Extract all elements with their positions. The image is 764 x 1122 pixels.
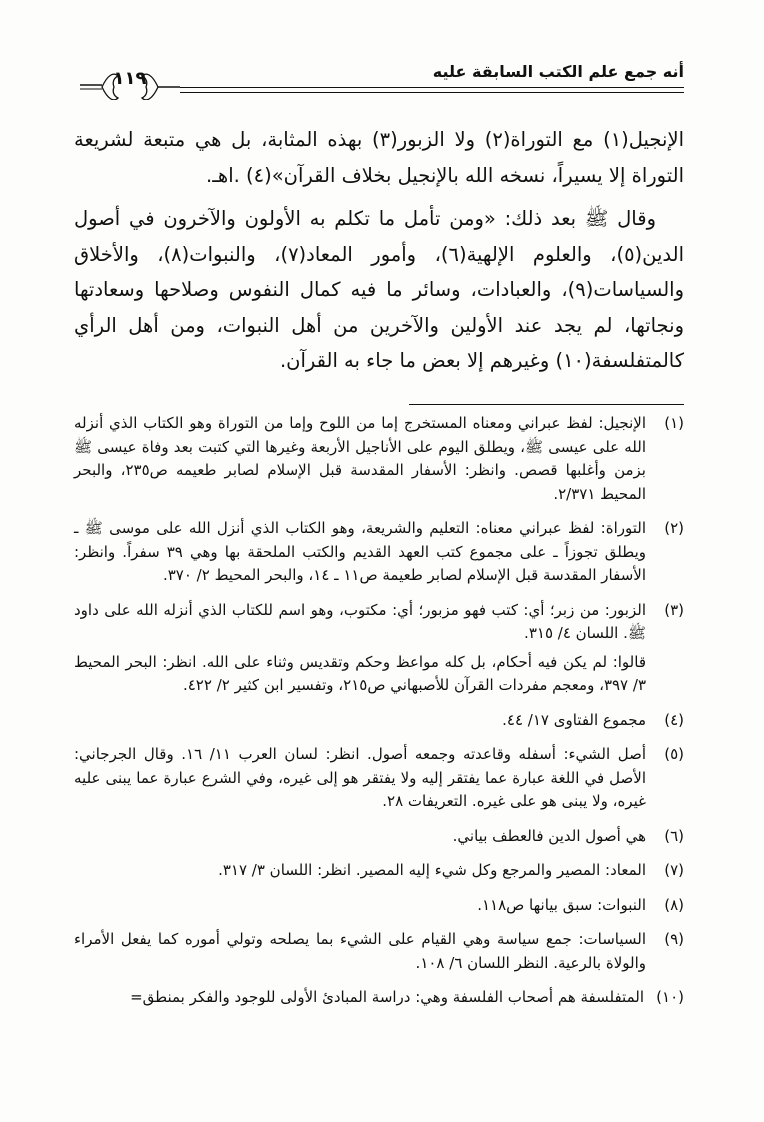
footnote	[74, 859, 684, 888]
footnote-number: (١)	[664, 414, 684, 432]
body-paragraph: وقال ﷺ بعد ذلك: «ومن تأمل ما تكلم به الأولون والآخرون في أصول الدين(٥)، والعلوم الإلهية(٦)، وأمور المعاد(٧)، والنبوات(٨)، والأخلاق والسياسات(٩)، والعبادات، وسائر ما فيه كمال النفوس وصلاحها وسعادتها ونجاتها، لم يجد عند الأولين والآخرين من أهل النبوات، ومن أهل الرأي كالمتفلسفة(١٠) وغيرهم إلا بعض ما جاء به القرآن.	[74, 207, 685, 372]
footnote-separator	[409, 404, 684, 405]
footnotes	[74, 412, 684, 1021]
header-rule	[180, 87, 684, 93]
footnote-number: (٦)	[664, 826, 684, 845]
footnote-number: (٩)	[664, 930, 684, 948]
footnote-text: التوراة: لفظ عبراني معناه: التعليم والشريعة، وهو الكتاب الذي أنزل الله على موسى ﷺ ـ ويطلق تجوزاً ـ على مجموع كتب العهد القديم والكتب الملحقة بها وهي ٣٩ سفراً. وانظر: الأسفار المقدسة قبل الإسلام لصابر طعيمة ص١١ ـ ١٤، والبحر المحيط ٢/ ٣٧٠.	[74, 519, 646, 584]
footnote-text: أصل الشيء: أسفله وقاعدته وجمعه أصول. انظر: لسان العرب ١١/ ١٦. وقال الجرجاني: الأصل في اللغة عبارة عما يفتقر إليه ولا يفتقر هو إلى غيره، وفي الشرع عبارة عما يبنى عليه غيره، ولا يبنى هو على غيره. التعريفات ٢٨.	[74, 745, 646, 810]
footnote-text: المتفلسفة هم أصحاب الفلسفة وهي: دراسة المبادئ الأولى للوجود والفكر بمنطق=	[130, 988, 644, 1006]
footnote-number: (٤)	[664, 710, 684, 729]
footnote	[74, 517, 684, 593]
footnote-number: (٥)	[664, 745, 684, 763]
footnote-text: قالوا: لم يكن فيه أحكام، بل كله مواعظ وحكم وتقديس وثناء على الله. انظر: البحر المحيط ٣/ ٣٩٧، ومعجم مفردات القرآن للأصبهاني ص٢١٥، وتفسير ابن كثير ٢/ ٤٢٢.	[74, 652, 646, 694]
footnote-number: (١٠)	[656, 988, 684, 1006]
body-paragraph: الإنجيل(١) مع التوراة(٢) ولا الزبور(٣) بهذه المثابة، بل هي متبعة لشريعة التوراة إلا يسيراً، نسخه الله بالإنجيل بخلاف القرآن»(٤) .اهـ.	[74, 128, 684, 187]
footnote	[74, 894, 684, 923]
footnote-number: (٧)	[664, 861, 684, 879]
main-text	[74, 122, 684, 387]
footnote-number: (٢)	[664, 519, 684, 537]
running-title: أنه جمع علم الكتب السابقة عليه	[432, 62, 684, 81]
footnote	[74, 599, 684, 703]
footnote-text: مجموع الفتاوى ١٧/ ٤٤.	[502, 710, 646, 729]
footnote-text: النبوات: سبق بيانها ص١١٨.	[477, 895, 646, 914]
footnote	[74, 709, 684, 738]
footnote	[74, 986, 684, 1015]
page-header	[70, 58, 684, 98]
footnote-number: (٨)	[664, 895, 684, 914]
footnote-text: السياسات: جمع سياسة وهي القيام على الشيء بما يصلحه وتولي أموره كما يفعل الأمراء والولاة بالرعية. النظر اللسان ٦/ ١٠٨.	[74, 930, 646, 972]
footnote-text: هي أصول الدين فالعطف بياني.	[452, 826, 646, 845]
footnote-text: المعاد: المصير والمرجع وكل شيء إليه المصير. انظر: اللسان ٣/ ٣١٧.	[218, 861, 646, 879]
footnote-text: الإنجيل: لفظ عبراني ومعناه المستخرج إما من اللوح وإما من التوراة وهو الكتاب الذي أنزله الله على عيسى ﷺ، ويطلق اليوم على الأناجيل الأربعة وغيرها التي كتبت بعد وفاة عيسى ﷺ بزمن وأغلبها قصص. وانظر: الأسفار المقدسة قبل الإسلام لصابر طعيمه ص٢٣٥، والبحر المحيط ٢/٣٧١.	[74, 414, 646, 503]
footnote	[74, 412, 684, 511]
page-number-ornament	[80, 66, 180, 100]
footnote	[74, 743, 684, 819]
footnote-number: (٣)	[664, 600, 684, 619]
footnote	[74, 825, 684, 854]
footnote	[74, 928, 684, 980]
footnote-text: الزبور: من زبر؛ أي: كتب فهو مزبور؛ أي: مكتوب، وهو اسم للكتاب الذي أنزله الله على داود ﷺ. اللسان ٤/ ٣١٥.	[74, 600, 646, 642]
page-number: ١١٩	[113, 68, 147, 89]
